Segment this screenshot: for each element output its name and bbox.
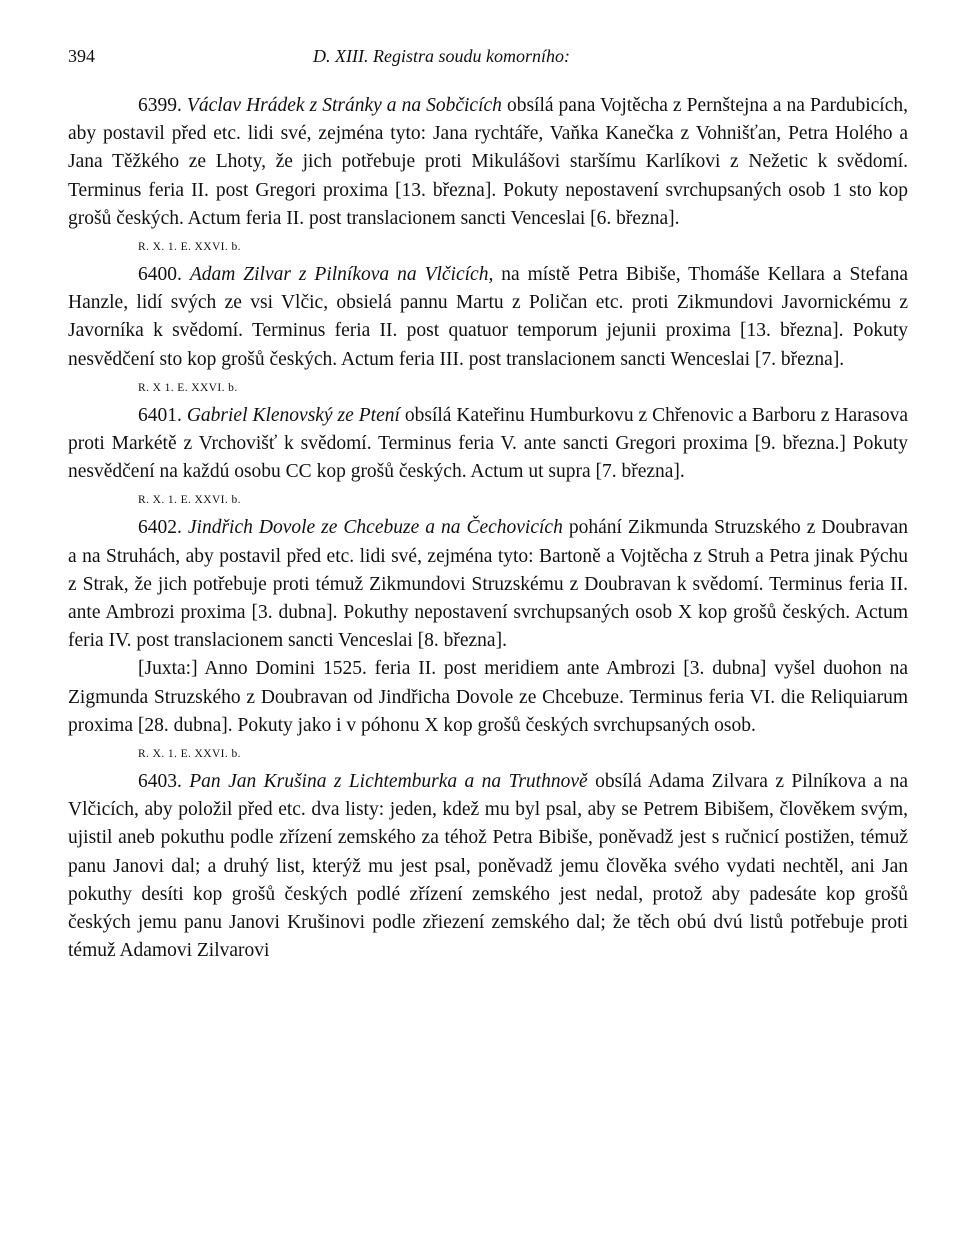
entry-text: obsílá Adama Zilvara z Pilníkova a na Vlčicích, aby položil před etc. dva listy: jeden, kdež mu byl psal, aby se Petrem Bibišem, člověkem svým, ujistil aneb pokuthu podle zřízení zemského za téhož Petra Bibiše, poněvadž jest s ručnicí postižen, témuž panu Janovi dal; a druhý list, kterýž mu jest psal, poněvadž jemu člověka svého vydati nechtěl, ani Jan pokuthy desíti kop grošů českých podlé zřízení zemského jest nedal, protož aby padesáte kop grošů českých jemu panu Janovi Krušinovi podle zřiezení zemského dal; že těch obú dvú listů potřebuje proti témuž Adamovi Zilvarovi bbox=[68, 771, 908, 962]
page-header bbox=[68, 46, 908, 72]
entry-6403 bbox=[68, 768, 908, 965]
entry-paragraph bbox=[68, 768, 908, 965]
entry-paragraph bbox=[68, 402, 908, 487]
entry-6401 bbox=[68, 402, 908, 515]
entry-text: obsílá pana Vojtěcha z Pernštejna a na Pardubicích, aby postavil před etc. lidi své, zejména tyto: Jana rychtáře, Vaňka Kanečka z Vohnišťan, Petra Holého a Jana Těžkého ze Lhoty, že jich potřebuje proti Mikulášovi staršímu Karlíkovi z Nežetic k svědomí. Terminus feria II. post Gregori proxima [13. března]. Pokuty nepostavení svrchupsaných osob 1 sto kop grošů českých. Actum feria II. post translacionem sancti Venceslai [6. března]. bbox=[68, 95, 908, 229]
entry-6400 bbox=[68, 261, 908, 402]
entry-text: pohání Zikmunda Struzského z Doubravan a na Struhách, aby postavil před etc. lidi své, zejména tyto: Bartoně a Vojtěcha z Struh a Petra jinak Pýchu z Strak, že jich potřebuje proti témuž Zikmundovi Struzskému z Doubravan k svědomí. Terminus feria II. ante Ambrozi proxima [3. dubna]. Pokuthy nepostavení svrchupsaných osob X kop grošů českých. Actum feria IV. post translacionem sancti Venceslai [8. března]. bbox=[68, 517, 909, 652]
entry-number: 6402. bbox=[138, 517, 182, 539]
entry-text: na místě Petra Bibiše, Thomáše Kellara a Stefana Hanzle, lidí svých ze vsi Vlčic, obsielá pannu Martu z Poličan etc. proti Zikmundovi Javornickému z Javorníka k svědomí. Terminus feria II. post quatuor temporum jejunii proxima [13. března]. Pokuty nesvědčení sto kop grošů českých. Actum feria III. post translacionem sancti Wenceslai [7. března]. bbox=[68, 264, 908, 370]
entry-number: 6403. bbox=[138, 771, 182, 793]
source-reference: R. X 1. E. XXVI. b. bbox=[138, 381, 238, 394]
juxta-note: [Juxta:] Anno Domini 1525. feria II. post meridiem ante Ambrozi [3. dubna] vyšel duohon na Zigmunda Struzského z Doubravan od Jindřicha Dovole ze Chcebuze. Terminus feria VI. die Reliquiarum proxima [28. dubna]. Pokuty jako i v póhonu X kop grošů českých svrchupsaných osob. bbox=[68, 658, 908, 736]
entry-paragraph bbox=[68, 261, 908, 374]
page-number: 394 bbox=[68, 46, 95, 66]
entry-number: 6401. bbox=[138, 404, 182, 426]
document-page bbox=[68, 46, 908, 1216]
running-head: D. XIII. Registra soudu komorního: bbox=[313, 46, 570, 66]
entry-person: Pan Jan Krušina z Lichtemburka a na Truthnově bbox=[189, 771, 588, 793]
document-body bbox=[68, 92, 908, 965]
entry-number: 6400. bbox=[138, 264, 182, 286]
source-reference: R. X. 1. E. XXVI. b. bbox=[138, 748, 241, 761]
source-reference: R. X. 1. E. XXVI. b. bbox=[138, 494, 241, 507]
entry-number: 6399. bbox=[138, 95, 182, 116]
entry-paragraph bbox=[68, 514, 908, 655]
entry-paragraph bbox=[68, 92, 908, 233]
entry-person: Gabriel Klenovský ze Ptení bbox=[186, 404, 400, 426]
entry-person: Václav Hrádek z Stránky a na Sobčicích bbox=[186, 95, 502, 116]
entry-person: Jindřich Dovole ze Chcebuze a na Čechovicích bbox=[187, 517, 563, 539]
entry-text: obsílá Kateřinu Humburkovu z Chřenovic a Barboru z Harasova proti Markétě z Vrchovišť k svědomí. Terminus feria V. ante sancti Gregori proxima [9. března.] Pokuty nesvědčení na každú osobu CC kop grošů českých. Actum ut supra [7. března]. bbox=[68, 404, 909, 483]
source-reference: R. X. 1. E. XXVI. b. bbox=[138, 241, 241, 254]
entry-person: Adam Zilvar z Pilníkova na Vlčicích, bbox=[189, 264, 494, 286]
entry-6399 bbox=[68, 92, 908, 261]
entry-6402 bbox=[68, 514, 908, 768]
